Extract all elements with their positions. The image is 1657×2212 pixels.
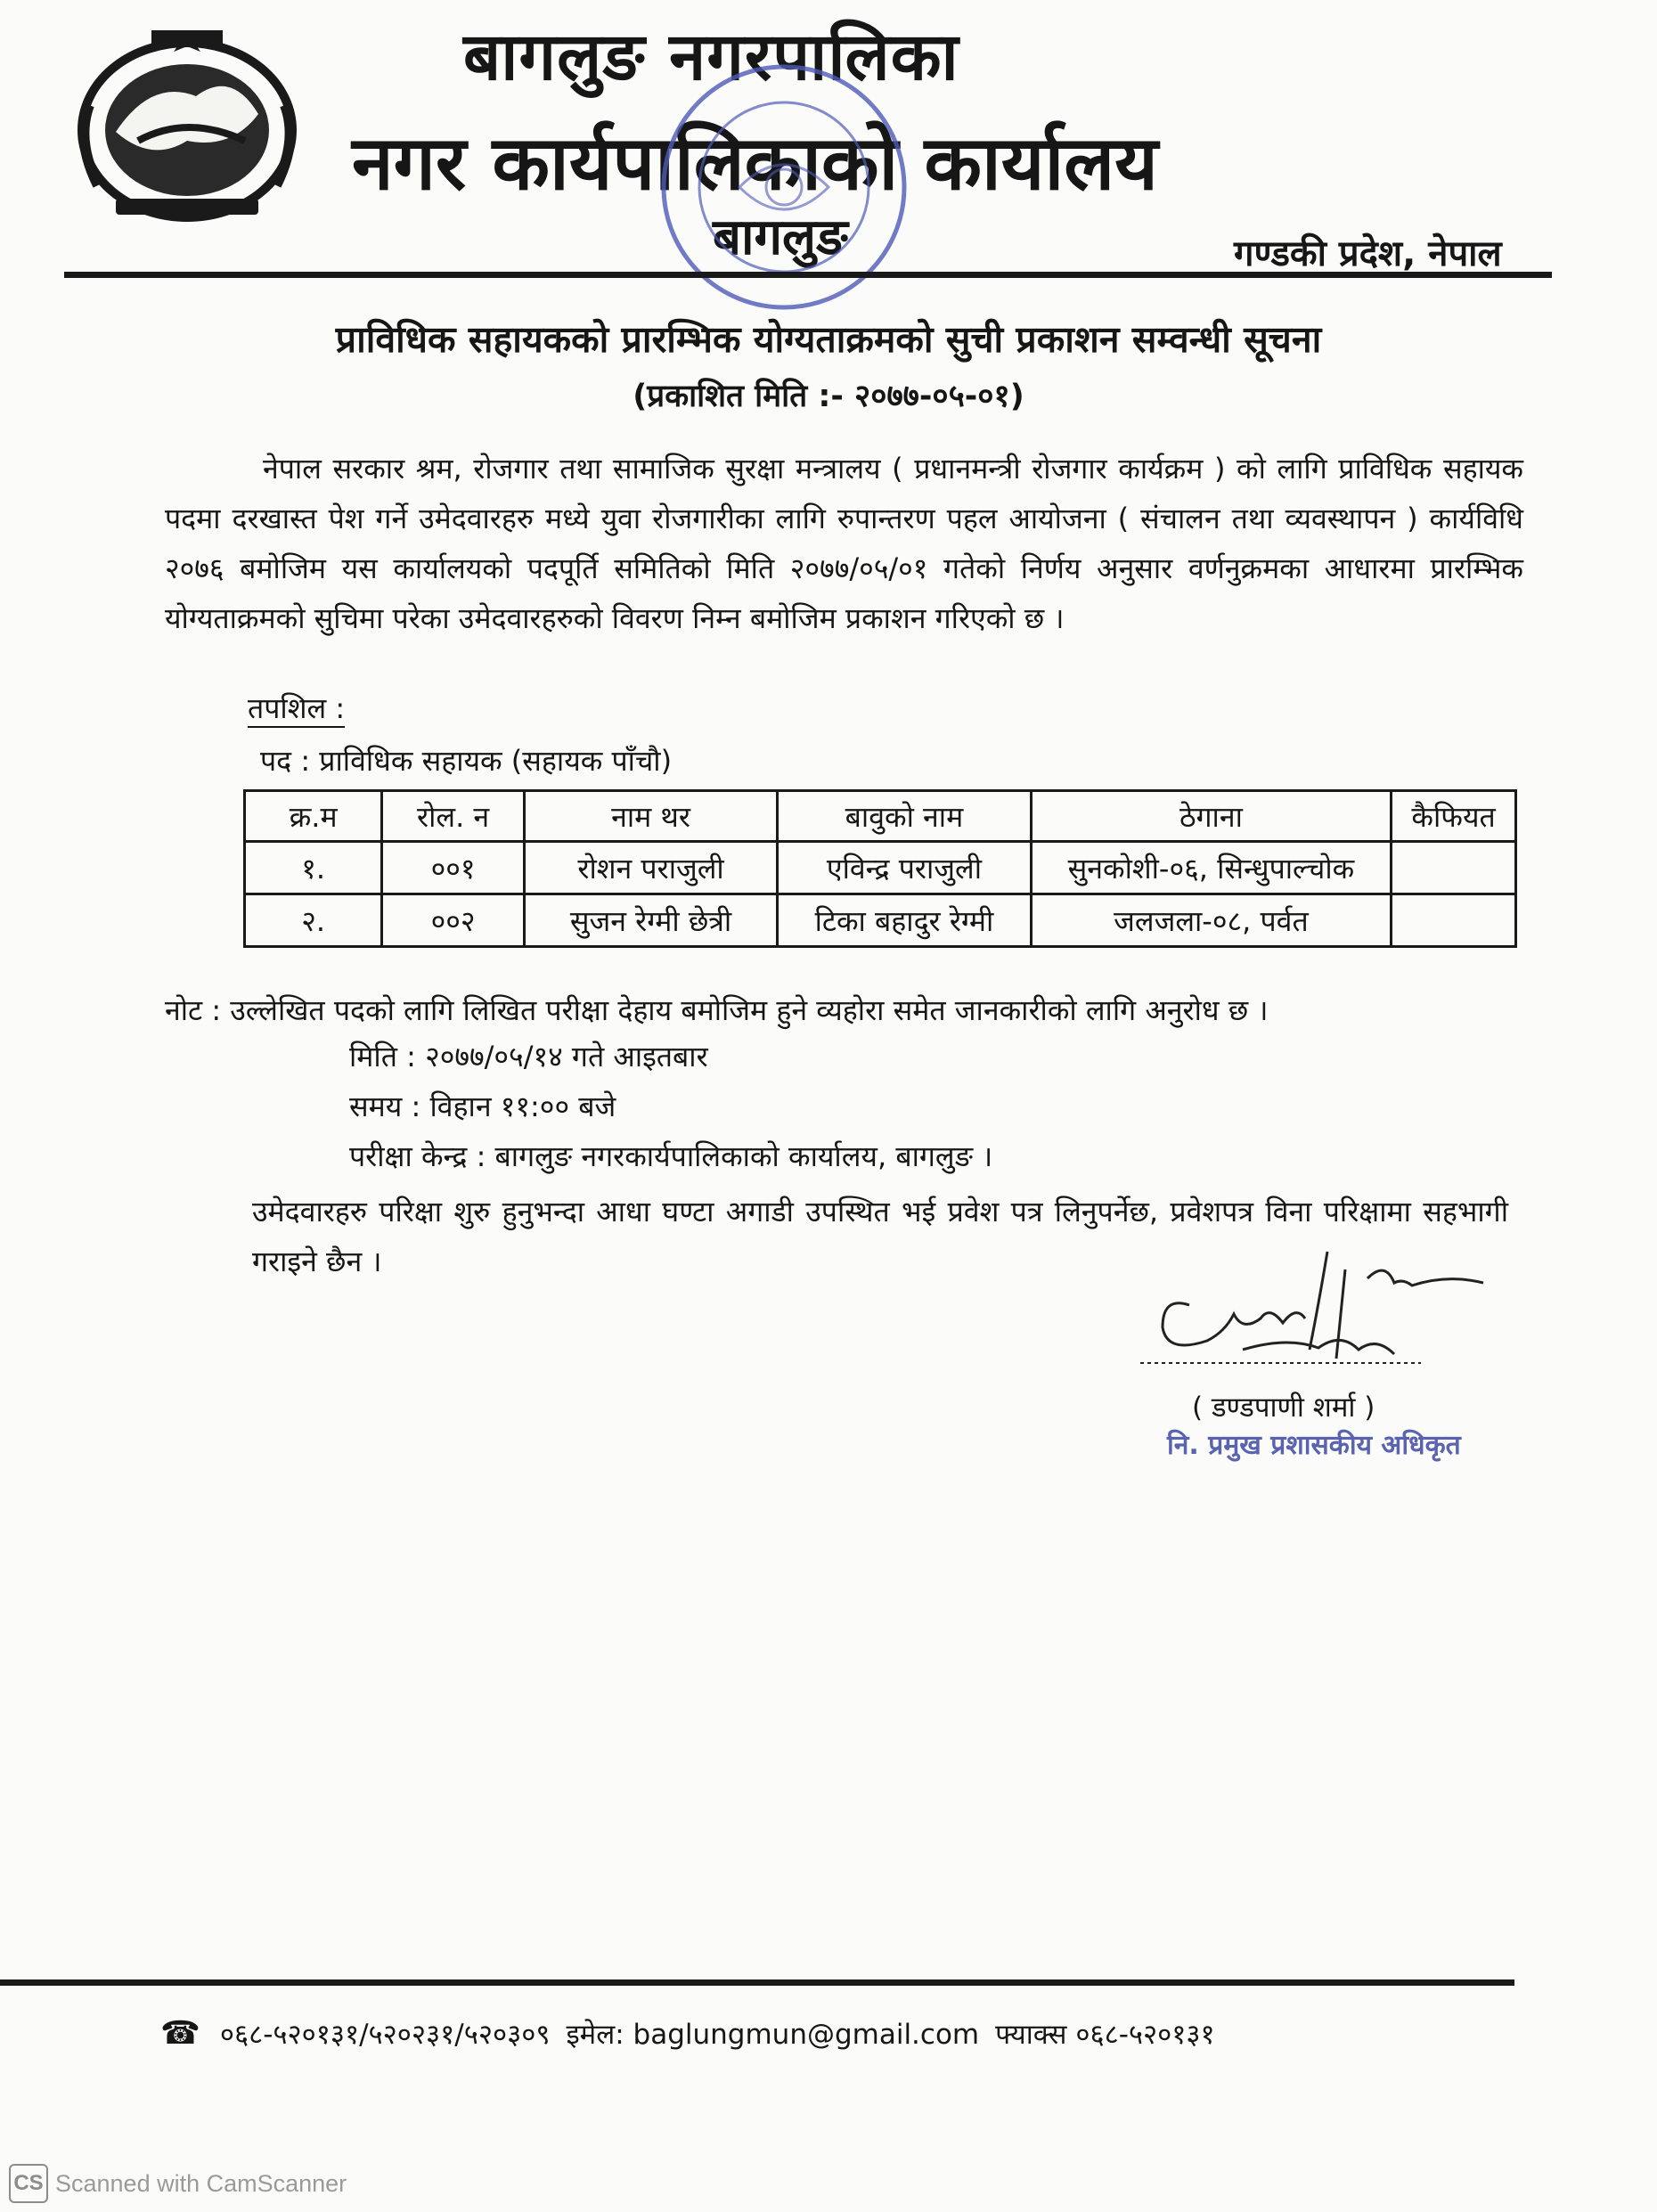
fax-number: ०६८-५२०१३१ (1075, 2019, 1215, 2051)
header-divider (64, 272, 1552, 278)
exam-center: परीक्षा केन्द्र : बागलुङ नगरकार्यपालिकाको कार्यालय, बागलुङ । (349, 1139, 993, 1173)
header-serial: क्र.म (245, 791, 382, 842)
publish-date: (प्रकाशित मिति :- २०७७-०५-०१) (633, 379, 1024, 414)
nepal-emblem-icon (53, 16, 321, 230)
note-line: नोट : उल्लेखित पदको लागि लिखित परीक्षा देहाय बमोजिम हुने व्यहोरा समेत जानकारीको लागि अनुरोध छ । (165, 993, 1269, 1027)
district-name: बागलुङ (713, 208, 848, 266)
candidate-instruction: उमेदवारहरु परिक्षा शुरु हुनुभन्दा आधा घण्टा अगाडी उपस्थित भई प्रवेश पत्र लिनुपर्नेछ, प्रवेशपत्र विना परिक्षामा सहभागी गराइने छैन । (252, 1195, 1508, 1278)
signer-name: ( डण्डपाणी शर्मा ) (1192, 1392, 1375, 1424)
header-name: नाम थर (524, 791, 777, 842)
candidate-table (243, 789, 1517, 948)
office-seal-stamp-icon (641, 53, 926, 330)
notice-body-paragraph: नेपाल सरकार श्रम, रोजगार तथा सामाजिक सुरक्षा मन्त्रालय ( प्रधानमन्त्री रोजगार कार्यक्रम ) को लागि प्राविधिक सहायक पदमा दरखास्त पेश गर्ने उमेदवारहरु मध्ये युवा रोजगारीका लागि रुपान्तरण पहल आयोजना ( संचालन तथा व्यवस्थापन ) कार्यविधि २०७६ बमोजिम यस कार्यालयको पदपूर्ति समितिको मिति २०७७/०५/०१ गतेको निर्णय अनुसार वर्णनुक्रमका आधारमा प्रारम्भिक योग्यताक्रमको सुचिमा परेका उमेदवारहरुको विवरण निम्न बमोजिम प्रकाशन गरिएको छ । (165, 452, 1523, 635)
email-address: baglungmun@gmail.com (633, 2019, 980, 2051)
camscanner-logo-icon: CS (9, 2164, 48, 2203)
cell-father-name: एविन्द्र पराजुली (778, 842, 1031, 894)
camscanner-watermark (9, 2160, 347, 2207)
fax-label: फ्याक्स (995, 2019, 1067, 2051)
handwritten-signature-icon (1127, 1243, 1501, 1385)
office-name: नगर कार्यपालिकाको कार्यालय (352, 119, 1158, 207)
organization-name: बागलुङ नगरपालिका (463, 19, 959, 95)
signer-designation: नि. प्रमुख प्रशासकीय अधिकृत (1167, 1430, 1461, 1461)
cell-name: रोशन पराजुली (524, 842, 777, 894)
notice-title: प्राविधिक सहायकको प्रारम्भिक योग्यताक्रमको सुची प्रकाशन सम्वन्धी सूचना (335, 318, 1322, 361)
phone-number: ०६८-५२०१३१/५२०२३१/५२०३०९ (219, 2019, 551, 2051)
table-row (245, 894, 1516, 947)
header-roll-number: रोल. न (382, 791, 525, 842)
footer-divider (0, 1979, 1514, 1986)
footer-contact (160, 2015, 1215, 2053)
header-remarks: कैफियत (1392, 791, 1516, 842)
exam-date: मिति : २०७७/०५/१४ गते आइतबार (349, 1040, 708, 1073)
cell-address: जलजला-०८, पर्वत (1031, 894, 1391, 947)
email-label: इमेल: (566, 2019, 624, 2051)
cell-address: सुनकोशी-०६, सिन्धुपाल्चोक (1031, 842, 1391, 894)
header-father-name: बावुको नाम (778, 791, 1031, 842)
cell-serial: २. (245, 894, 382, 947)
header-address: ठेगाना (1031, 791, 1391, 842)
table-header-row (245, 791, 1516, 842)
table-row (245, 842, 1516, 894)
cell-serial: १. (245, 842, 382, 894)
cell-remarks (1392, 894, 1516, 947)
cell-roll-number: ००२ (382, 894, 525, 947)
cell-remarks (1392, 842, 1516, 894)
province-name: गण्डकी प्रदेश, नेपाल (1234, 233, 1502, 274)
cell-roll-number: ००१ (382, 842, 525, 894)
exam-time: समय : विहान ११:०० बजे (349, 1090, 616, 1123)
cell-father-name: टिका बहादुर रेग्मी (778, 894, 1031, 947)
details-heading: तपशिल : (248, 690, 345, 728)
cell-name: सुजन रेग्मी छेत्री (524, 894, 777, 947)
watermark-text: Scanned with CamScanner (55, 2169, 347, 2197)
post-name: पद : प्राविधिक सहायक (सहायक पाँचौ) (260, 744, 673, 778)
phone-icon: ☎ (160, 2015, 200, 2052)
